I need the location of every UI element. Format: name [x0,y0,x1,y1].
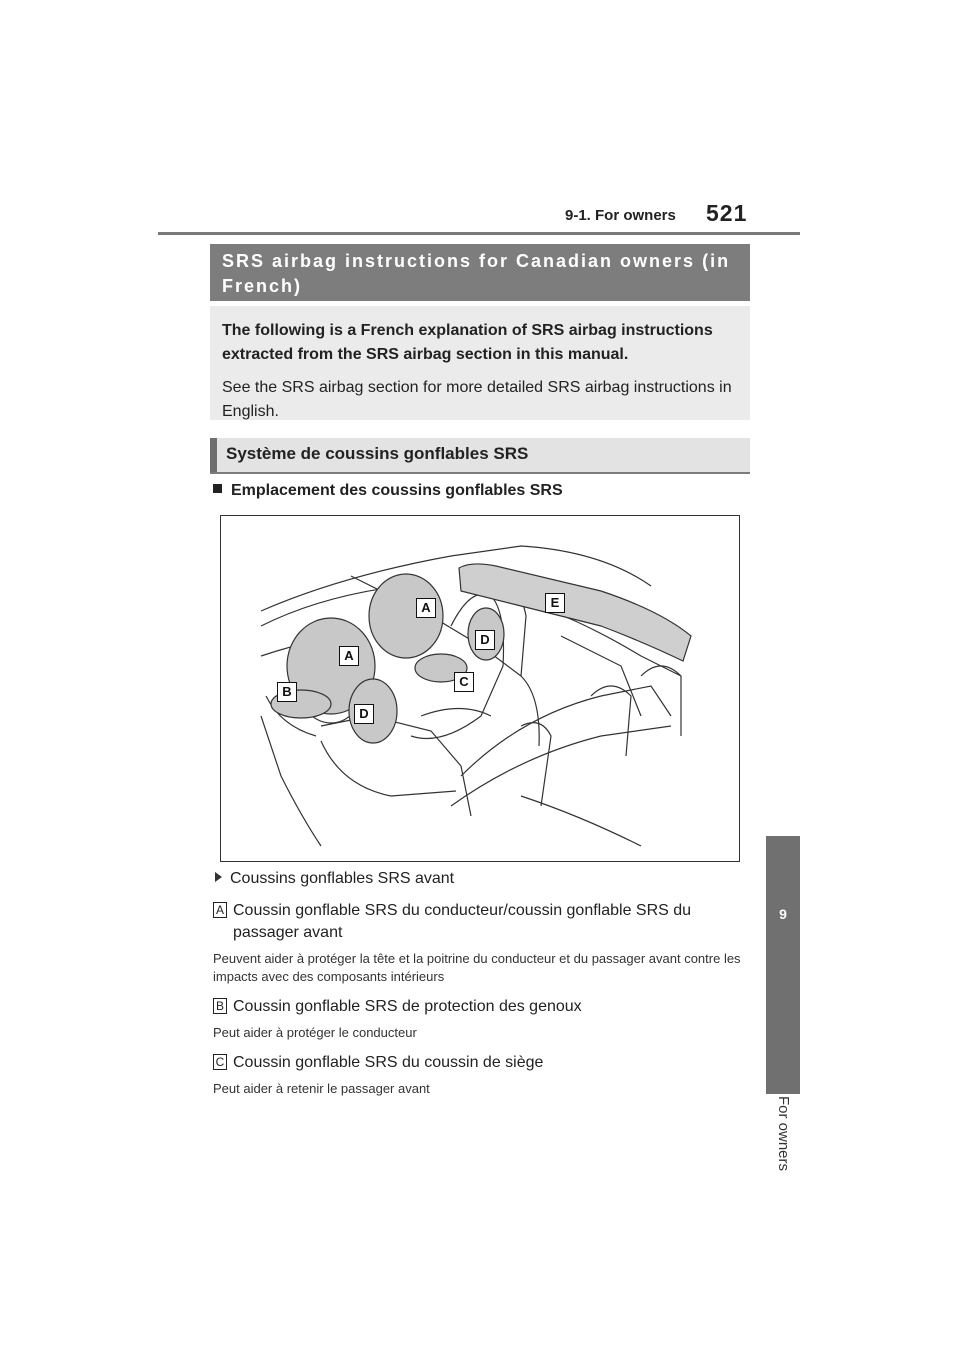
page-number: 521 [706,200,748,226]
item-description: Peut aider à protéger le conducteur [213,1025,417,1040]
callout-e: E [545,593,565,613]
item-description: Peuvent aider à protéger la tête et la poitrine du conducteur et du passager avant contre les impacts avec des composants intérieurs [213,951,741,984]
airbag-location-figure [220,515,740,862]
intro-text: See the SRS airbag section for more detailed SRS airbag instructions in English. [222,379,732,420]
item-label: Coussin gonflable SRS du coussin de siège [233,1054,544,1071]
car-interior-illustration [221,516,739,861]
header-section-title: 9-1. For owners [565,207,676,224]
chapter-number: 9 [779,906,787,922]
callout-d-right: D [475,630,495,650]
group-title [213,868,753,890]
callout-d-left: D [354,704,374,724]
item-label: Coussin gonflable SRS du conducteur/coussin gonflable SRS du passager avant [233,902,692,941]
callout-c: C [454,672,474,692]
callout-a-lower: A [339,646,359,666]
section-heading [213,482,563,500]
list-item [213,1052,753,1098]
subheading: Système de coussins gonflables SRS [210,438,750,472]
item-label: Coussin gonflable SRS de protection des genoux [233,998,582,1015]
triangle-bullet-icon [215,872,222,882]
item-description: Peut aider à retenir le passager avant [213,1081,430,1096]
callout-a-upper: A [416,598,436,618]
subheading-rule [210,472,750,474]
airbag-list [213,868,753,1098]
letter-badge: B [213,998,227,1014]
group-title-text: Coussins gonflables SRS avant [230,870,455,887]
intro-box [210,306,750,420]
letter-badge: C [213,1054,227,1070]
callout-b: B [277,682,297,702]
header-rule [158,232,800,235]
chapter-tab [766,836,800,1094]
intro-bold-text: The following is a French explanation of SRS airbag instructions extracted from the SRS airbag section in this manual. [222,322,713,363]
letter-badge: A [213,902,227,918]
square-bullet-icon [213,484,222,493]
page-title: SRS airbag instructions for Canadian owners (in French) [210,244,750,301]
list-item [213,900,753,986]
list-item [213,996,753,1042]
chapter-label: For owners [775,1096,792,1172]
section-heading-text: Emplacement des coussins gonflables SRS [231,482,563,499]
